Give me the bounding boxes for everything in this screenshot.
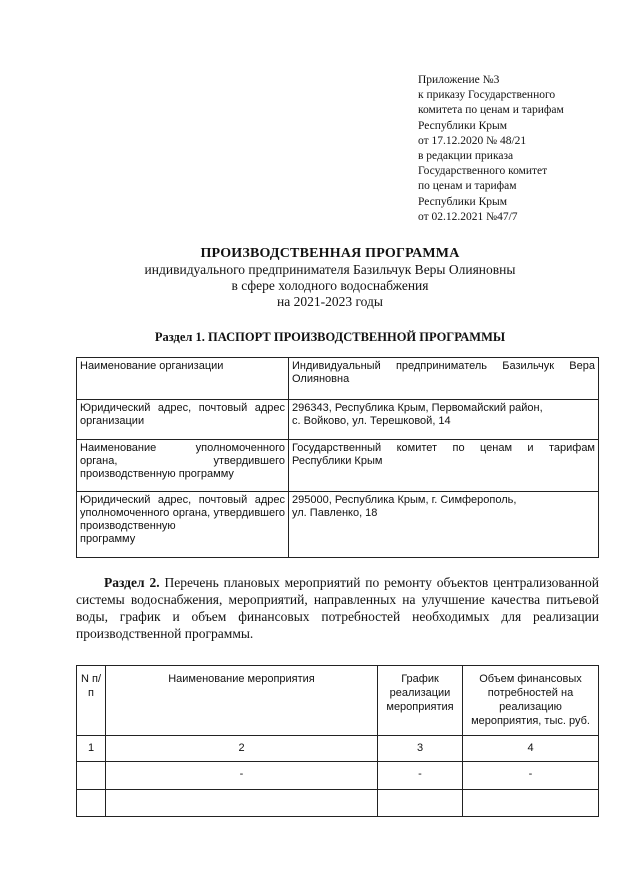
cell-text: 295000, Республика Крым, г. Симферополь, — [292, 494, 517, 506]
appendix-line: в редакции приказа — [418, 150, 514, 163]
cell-text: программу — [80, 533, 136, 545]
measures-table — [76, 665, 599, 817]
table-cell — [289, 492, 599, 558]
table-row — [77, 358, 599, 400]
cell-text: Юридический адрес, почтовый адрес — [80, 402, 285, 414]
table-row — [77, 736, 599, 762]
table-cell — [77, 400, 289, 440]
table-cell — [77, 762, 106, 790]
table-header-row — [77, 666, 599, 736]
appendix-line: от 02.12.2021 №47/7 — [418, 210, 518, 223]
appendix-note — [418, 73, 618, 225]
table-row — [77, 440, 599, 492]
appendix-line: Государственного комитет — [418, 165, 548, 178]
appendix-line: Республики Крым — [418, 195, 507, 208]
cell-text: производственную программу — [80, 468, 234, 480]
table-cell: 4 — [463, 736, 599, 762]
table-cell — [289, 440, 599, 492]
appendix-line: Республики Крым — [418, 119, 507, 132]
appendix-line: от 17.12.2020 № 48/21 — [418, 134, 527, 147]
section-2-paragraph — [76, 574, 599, 642]
table-cell: 2 — [106, 736, 378, 762]
title-line-4: на 2021-2023 годы — [277, 294, 383, 309]
appendix-line: по ценам и тарифам — [418, 180, 517, 193]
table-cell — [77, 790, 106, 817]
table-cell: 3 — [378, 736, 463, 762]
cell-text: организации — [80, 415, 145, 427]
title-line-3: в сфере холодного водоснабжения — [231, 278, 429, 293]
table-row — [77, 790, 599, 817]
table-cell — [289, 358, 599, 400]
table-cell: 1 — [77, 736, 106, 762]
table-row — [77, 762, 599, 790]
table-cell: - — [378, 762, 463, 790]
appendix-line: комитета по ценам и тарифам — [418, 104, 564, 117]
table-cell — [378, 790, 463, 817]
header-schedule: График реализации мероприятия — [378, 666, 463, 736]
cell-text: Индивидуальный предприниматель Базильчук Вера — [292, 360, 595, 372]
cell-text: ул. Павленко, 18 — [292, 507, 378, 519]
table-cell: - — [463, 762, 599, 790]
appendix-line: Приложение №3 — [418, 74, 500, 86]
table-cell — [77, 492, 289, 558]
table-row — [77, 400, 599, 440]
cell-text: Республики Крым — [292, 455, 383, 467]
header-name: Наименование мероприятия — [106, 666, 378, 736]
section-2-text: Перечень плановых мероприятий по ремонту объектов централизованной системы водоснабжения, мероприятий, направленных на улучшение качества питьевой воды, график и объем финансовых потребностей необходимых для реализации производственной программы. — [76, 575, 600, 641]
cell-text: Наименование уполномоченного органа, утвердившего — [80, 442, 285, 467]
cell-text: Олияновна — [292, 373, 350, 385]
title-line-2: индивидуального предпринимателя Базильчук Веры Олияновны — [144, 262, 516, 277]
cell-text: с. Войково, ул. Терешковой, 14 — [292, 415, 451, 427]
table-cell — [463, 790, 599, 817]
table-cell — [106, 790, 378, 817]
table-cell — [77, 440, 289, 492]
title-main: ПРОИЗВОДСТВЕННАЯ ПРОГРАММА — [200, 246, 460, 261]
document-title — [60, 246, 600, 310]
cell-text: 296343, Республика Крым, Первомайский район, — [292, 402, 543, 414]
header-volume: Объем финансовых потребностей на реализацию мероприятия, тыс. руб. — [463, 666, 599, 736]
header-num: N п/п — [77, 666, 106, 736]
cell-text: Государственный комитет по ценам и тарифам — [292, 442, 595, 454]
appendix-line: к приказу Государственного — [418, 89, 556, 102]
cell-text: Юридический адрес, почтовый адрес уполномоченного органа, утвердившего производственную — [80, 494, 285, 532]
section-1-heading: Раздел 1. ПАСПОРТ ПРОИЗВОДСТВЕННОЙ ПРОГРАММЫ — [154, 330, 506, 344]
table-cell — [289, 400, 599, 440]
section-2-label: Раздел 2. — [104, 575, 160, 590]
table-cell — [77, 358, 289, 400]
table-cell: - — [106, 762, 378, 790]
passport-table — [76, 357, 599, 558]
table-row — [77, 492, 599, 558]
cell-text: Наименование организации — [80, 360, 224, 372]
